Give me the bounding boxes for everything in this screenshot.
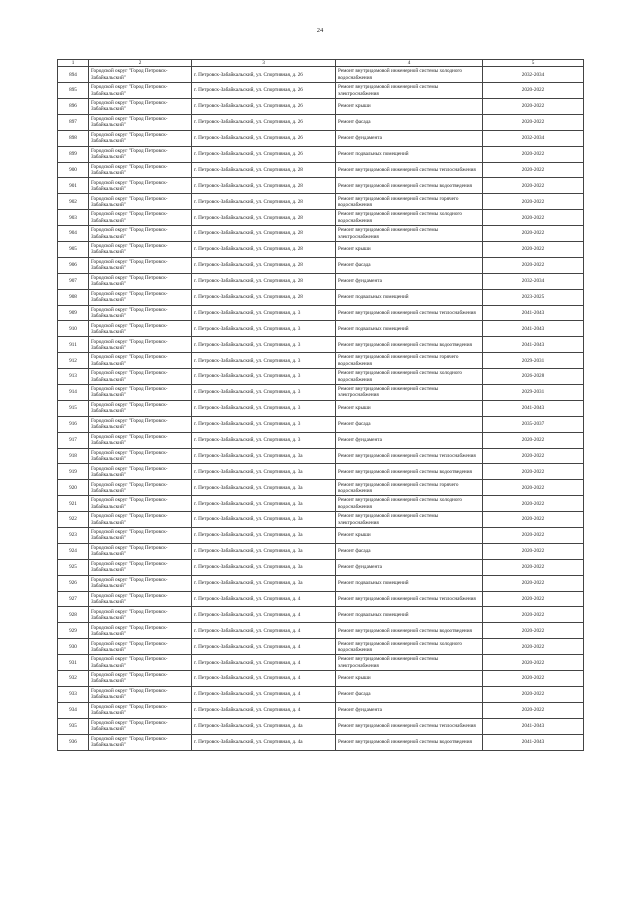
cell-address: г. Петровск-Забайкальский, ул. Спортивная, д. 26 (192, 114, 336, 130)
cell-work-type: Ремонт фундамента (336, 130, 483, 146)
cell-row-number: 922 (58, 512, 89, 528)
cell-period: 2029-2031 (483, 385, 584, 401)
table-row (58, 369, 584, 385)
table-row (58, 528, 584, 544)
cell-period: 2020-2022 (483, 671, 584, 687)
table-row (58, 543, 584, 559)
cell-municipality: Городской округ "Город Петровск-Забайкальский" (89, 83, 192, 99)
cell-municipality: Городской округ "Город Петровск-Забайкальский" (89, 400, 192, 416)
cell-municipality: Городской округ "Город Петровск-Забайкальский" (89, 702, 192, 718)
table-row (58, 686, 584, 702)
cell-row-number: 908 (58, 289, 89, 305)
cell-work-type: Ремонт внутридомовой инженерной системы теплоснабжения (336, 591, 483, 607)
cell-row-number: 913 (58, 369, 89, 385)
cell-work-type: Ремонт внутридомовой инженерной системы водоотведения (336, 623, 483, 639)
cell-work-type: Ремонт фундамента (336, 559, 483, 575)
cell-work-type: Ремонт внутридомовой инженерной системы электроснабжения (336, 83, 483, 99)
table-row (58, 194, 584, 210)
cell-row-number: 900 (58, 162, 89, 178)
cell-row-number: 901 (58, 178, 89, 194)
header-col-5: 5 (483, 60, 584, 67)
cell-work-type: Ремонт фасада (336, 543, 483, 559)
cell-work-type: Ремонт внутридомовой инженерной системы горячего водоснабжения (336, 194, 483, 210)
cell-work-type: Ремонт внутридомовой инженерной системы холодного водоснабжения (336, 67, 483, 83)
cell-work-type: Ремонт внутридомовой инженерной системы холодного водоснабжения (336, 369, 483, 385)
header-col-4: 4 (336, 60, 483, 67)
cell-period: 2023-2025 (483, 289, 584, 305)
cell-municipality: Городской округ "Город Петровск-Забайкальский" (89, 337, 192, 353)
table-row (58, 226, 584, 242)
table-row (58, 162, 584, 178)
cell-address: г. Петровск-Забайкальский, ул. Спортивная, д. 28 (192, 194, 336, 210)
cell-address: г. Петровск-Забайкальский, ул. Спортивная, д. 28 (192, 289, 336, 305)
cell-work-type: Ремонт подвальных помещений (336, 607, 483, 623)
table-row (58, 718, 584, 734)
table-row (58, 512, 584, 528)
cell-address: г. Петровск-Забайкальский, ул. Спортивная, д. 4 (192, 671, 336, 687)
cell-address: г. Петровск-Забайкальский, ул. Спортивная, д. 3 (192, 369, 336, 385)
page-number: 24 (316, 27, 324, 34)
table-row (58, 480, 584, 496)
table-row (58, 655, 584, 671)
cell-row-number: 919 (58, 464, 89, 480)
cell-period: 2020-2022 (483, 194, 584, 210)
cell-municipality: Городской округ "Город Петровск-Забайкальский" (89, 242, 192, 258)
table-row (58, 305, 584, 321)
cell-municipality: Городской округ "Город Петровск-Забайкальский" (89, 671, 192, 687)
cell-address: г. Петровск-Забайкальский, ул. Спортивная, д. 3а (192, 496, 336, 512)
cell-row-number: 910 (58, 321, 89, 337)
cell-period: 2029-2031 (483, 353, 584, 369)
cell-municipality: Городской округ "Город Петровск-Забайкальский" (89, 639, 192, 655)
cell-work-type: Ремонт внутридомовой инженерной системы электроснабжения (336, 655, 483, 671)
cell-municipality: Городской округ "Город Петровск-Забайкальский" (89, 432, 192, 448)
cell-period: 2041-2043 (483, 734, 584, 750)
cell-address: г. Петровск-Забайкальский, ул. Спортивная, д. 3а (192, 543, 336, 559)
cell-address: г. Петровск-Забайкальский, ул. Спортивная, д. 3а (192, 448, 336, 464)
cell-work-type: Ремонт внутридомовой инженерной системы теплоснабжения (336, 305, 483, 321)
cell-work-type: Ремонт крыши (336, 242, 483, 258)
cell-address: г. Петровск-Забайкальский, ул. Спортивная, д. 3а (192, 512, 336, 528)
cell-municipality: Городской округ "Город Петровск-Забайкальский" (89, 114, 192, 130)
cell-address: г. Петровск-Забайкальский, ул. Спортивная, д. 4 (192, 655, 336, 671)
cell-row-number: 904 (58, 226, 89, 242)
table-row (58, 257, 584, 273)
cell-address: г. Петровск-Забайкальский, ул. Спортивная, д. 3 (192, 321, 336, 337)
cell-period: 2032-2034 (483, 67, 584, 83)
cell-municipality: Городской округ "Город Петровск-Забайкальский" (89, 416, 192, 432)
cell-row-number: 928 (58, 607, 89, 623)
table-row (58, 416, 584, 432)
cell-work-type: Ремонт подвальных помещений (336, 289, 483, 305)
cell-municipality: Городской округ "Город Петровск-Забайкальский" (89, 178, 192, 194)
table-row (58, 623, 584, 639)
cell-work-type: Ремонт внутридомовой инженерной системы холодного водоснабжения (336, 210, 483, 226)
cell-work-type: Ремонт крыши (336, 400, 483, 416)
cell-period: 2020-2022 (483, 702, 584, 718)
cell-work-type: Ремонт фундамента (336, 432, 483, 448)
header-col-2: 2 (89, 60, 192, 67)
cell-address: г. Петровск-Забайкальский, ул. Спортивная, д. 26 (192, 67, 336, 83)
cell-row-number: 894 (58, 67, 89, 83)
cell-row-number: 923 (58, 528, 89, 544)
cell-period: 2020-2022 (483, 178, 584, 194)
cell-period: 2020-2022 (483, 114, 584, 130)
cell-row-number: 924 (58, 543, 89, 559)
cell-row-number: 896 (58, 98, 89, 114)
cell-row-number: 918 (58, 448, 89, 464)
cell-row-number: 926 (58, 575, 89, 591)
cell-municipality: Городской округ "Город Петровск-Забайкальский" (89, 289, 192, 305)
cell-row-number: 921 (58, 496, 89, 512)
cell-row-number: 936 (58, 734, 89, 750)
cell-work-type: Ремонт крыши (336, 528, 483, 544)
cell-period: 2020-2022 (483, 83, 584, 99)
header-row (58, 60, 584, 67)
table-row (58, 671, 584, 687)
cell-row-number: 915 (58, 400, 89, 416)
cell-municipality: Городской округ "Город Петровск-Забайкальский" (89, 559, 192, 575)
cell-work-type: Ремонт внутридомовой инженерной системы теплоснабжения (336, 718, 483, 734)
cell-row-number: 934 (58, 702, 89, 718)
cell-municipality: Городской округ "Город Петровск-Забайкальский" (89, 512, 192, 528)
cell-municipality: Городской округ "Город Петровск-Забайкальский" (89, 369, 192, 385)
cell-address: г. Петровск-Забайкальский, ул. Спортивная, д. 4 (192, 702, 336, 718)
cell-period: 2020-2022 (483, 528, 584, 544)
cell-address: г. Петровск-Забайкальский, ул. Спортивная, д. 26 (192, 130, 336, 146)
table-row (58, 559, 584, 575)
cell-work-type: Ремонт внутридомовой инженерной системы холодного водоснабжения (336, 639, 483, 655)
table-row (58, 464, 584, 480)
cell-row-number: 903 (58, 210, 89, 226)
cell-address: г. Петровск-Забайкальский, ул. Спортивная, д. 3 (192, 400, 336, 416)
cell-work-type: Ремонт крыши (336, 98, 483, 114)
cell-period: 2020-2022 (483, 559, 584, 575)
table-row (58, 496, 584, 512)
cell-period: 2020-2022 (483, 496, 584, 512)
cell-address: г. Петровск-Забайкальский, ул. Спортивная, д. 26 (192, 146, 336, 162)
cell-work-type: Ремонт внутридомовой инженерной системы теплоснабжения (336, 162, 483, 178)
cell-work-type: Ремонт внутридомовой инженерной системы водоотведения (336, 337, 483, 353)
cell-row-number: 925 (58, 559, 89, 575)
cell-municipality: Городской округ "Город Петровск-Забайкальский" (89, 718, 192, 734)
table-row (58, 130, 584, 146)
cell-period: 2020-2022 (483, 464, 584, 480)
cell-row-number: 931 (58, 655, 89, 671)
cell-work-type: Ремонт крыши (336, 671, 483, 687)
cell-municipality: Городской округ "Город Петровск-Забайкальский" (89, 734, 192, 750)
cell-period: 2020-2022 (483, 226, 584, 242)
cell-address: г. Петровск-Забайкальский, ул. Спортивная, д. 4 (192, 591, 336, 607)
table-row (58, 242, 584, 258)
cell-work-type: Ремонт подвальных помещений (336, 146, 483, 162)
cell-row-number: 897 (58, 114, 89, 130)
table-row (58, 607, 584, 623)
cell-period: 2032-2034 (483, 130, 584, 146)
table-row (58, 114, 584, 130)
cell-row-number: 902 (58, 194, 89, 210)
cell-municipality: Городской округ "Город Петровск-Забайкальский" (89, 448, 192, 464)
cell-municipality: Городской округ "Город Петровск-Забайкальский" (89, 623, 192, 639)
cell-municipality: Городской округ "Город Петровск-Забайкальский" (89, 607, 192, 623)
cell-period: 2020-2022 (483, 686, 584, 702)
cell-municipality: Городской округ "Город Петровск-Забайкальский" (89, 575, 192, 591)
cell-work-type: Ремонт фундамента (336, 702, 483, 718)
cell-work-type: Ремонт внутридомовой инженерной системы водоотведения (336, 734, 483, 750)
cell-address: г. Петровск-Забайкальский, ул. Спортивная, д. 26 (192, 98, 336, 114)
cell-period: 2020-2022 (483, 575, 584, 591)
cell-address: г. Петровск-Забайкальский, ул. Спортивная, д. 26 (192, 83, 336, 99)
cell-work-type: Ремонт фасада (336, 257, 483, 273)
cell-municipality: Городской округ "Город Петровск-Забайкальский" (89, 385, 192, 401)
cell-municipality: Городской округ "Город Петровск-Забайкальский" (89, 686, 192, 702)
table-row (58, 83, 584, 99)
cell-row-number: 916 (58, 416, 89, 432)
cell-address: г. Петровск-Забайкальский, ул. Спортивная, д. 3а (192, 575, 336, 591)
cell-municipality: Городской округ "Город Петровск-Забайкальский" (89, 321, 192, 337)
table-row (58, 353, 584, 369)
table-row (58, 448, 584, 464)
cell-period: 2041-2043 (483, 321, 584, 337)
cell-address: г. Петровск-Забайкальский, ул. Спортивная, д. 3 (192, 353, 336, 369)
cell-address: г. Петровск-Забайкальский, ул. Спортивная, д. 28 (192, 257, 336, 273)
cell-municipality: Городской округ "Город Петровск-Забайкальский" (89, 496, 192, 512)
cell-row-number: 911 (58, 337, 89, 353)
cell-period: 2020-2022 (483, 210, 584, 226)
cell-municipality: Городской округ "Город Петровск-Забайкальский" (89, 226, 192, 242)
cell-period: 2020-2022 (483, 242, 584, 258)
table-row (58, 400, 584, 416)
table-row (58, 289, 584, 305)
cell-address: г. Петровск-Забайкальский, ул. Спортивная, д. 28 (192, 210, 336, 226)
cell-address: г. Петровск-Забайкальский, ул. Спортивная, д. 4 (192, 607, 336, 623)
table-row (58, 321, 584, 337)
cell-address: г. Петровск-Забайкальский, ул. Спортивная, д. 3 (192, 416, 336, 432)
cell-period: 2041-2043 (483, 400, 584, 416)
cell-municipality: Городской округ "Город Петровск-Забайкальский" (89, 257, 192, 273)
cell-work-type: Ремонт подвальных помещений (336, 575, 483, 591)
cell-address: г. Петровск-Забайкальский, ул. Спортивная, д. 4 (192, 623, 336, 639)
cell-address: г. Петровск-Забайкальский, ул. Спортивная, д. 3 (192, 385, 336, 401)
cell-work-type: Ремонт внутридомовой инженерной системы водоотведения (336, 464, 483, 480)
cell-work-type: Ремонт внутридомовой инженерной системы электроснабжения (336, 226, 483, 242)
cell-municipality: Городской округ "Город Петровск-Забайкальский" (89, 67, 192, 83)
cell-work-type: Ремонт фасада (336, 416, 483, 432)
cell-work-type: Ремонт фасада (336, 686, 483, 702)
cell-row-number: 906 (58, 257, 89, 273)
cell-address: г. Петровск-Забайкальский, ул. Спортивная, д. 28 (192, 242, 336, 258)
cell-period: 2020-2022 (483, 639, 584, 655)
cell-period: 2020-2022 (483, 146, 584, 162)
cell-row-number: 920 (58, 480, 89, 496)
cell-row-number: 905 (58, 242, 89, 258)
cell-row-number: 898 (58, 130, 89, 146)
cell-municipality: Городской округ "Город Петровск-Забайкальский" (89, 591, 192, 607)
cell-municipality: Городской округ "Город Петровск-Забайкальский" (89, 528, 192, 544)
table-row (58, 734, 584, 750)
header-col-1: 1 (58, 60, 89, 67)
cell-municipality: Городской округ "Город Петровск-Забайкальский" (89, 655, 192, 671)
cell-address: г. Петровск-Забайкальский, ул. Спортивная, д. 4а (192, 734, 336, 750)
cell-work-type: Ремонт внутридомовой инженерной системы горячего водоснабжения (336, 480, 483, 496)
cell-address: г. Петровск-Забайкальский, ул. Спортивная, д. 3 (192, 337, 336, 353)
cell-address: г. Петровск-Забайкальский, ул. Спортивная, д. 3а (192, 480, 336, 496)
cell-address: г. Петровск-Забайкальский, ул. Спортивная, д. 28 (192, 226, 336, 242)
cell-period: 2020-2022 (483, 257, 584, 273)
cell-address: г. Петровск-Забайкальский, ул. Спортивная, д. 28 (192, 273, 336, 289)
table-row (58, 146, 584, 162)
cell-row-number: 914 (58, 385, 89, 401)
cell-address: г. Петровск-Забайкальский, ул. Спортивная, д. 3а (192, 528, 336, 544)
cell-period: 2020-2022 (483, 448, 584, 464)
cell-period: 2020-2022 (483, 623, 584, 639)
cell-address: г. Петровск-Забайкальский, ул. Спортивная, д. 3 (192, 305, 336, 321)
cell-work-type: Ремонт фасада (336, 114, 483, 130)
cell-municipality: Городской округ "Город Петровск-Забайкальский" (89, 464, 192, 480)
cell-row-number: 932 (58, 671, 89, 687)
cell-period: 2026-2028 (483, 369, 584, 385)
cell-municipality: Городской округ "Город Петровск-Забайкальский" (89, 146, 192, 162)
cell-address: г. Петровск-Забайкальский, ул. Спортивная, д. 4а (192, 718, 336, 734)
table-row (58, 385, 584, 401)
cell-row-number: 907 (58, 273, 89, 289)
table-row (58, 702, 584, 718)
cell-row-number: 895 (58, 83, 89, 99)
cell-municipality: Городской округ "Город Петровск-Забайкальский" (89, 543, 192, 559)
cell-row-number: 899 (58, 146, 89, 162)
cell-period: 2020-2022 (483, 591, 584, 607)
table-row (58, 591, 584, 607)
cell-period: 2020-2022 (483, 98, 584, 114)
cell-period: 2020-2022 (483, 432, 584, 448)
cell-municipality: Городской округ "Город Петровск-Забайкальский" (89, 480, 192, 496)
cell-work-type: Ремонт подвальных помещений (336, 321, 483, 337)
cell-period: 2020-2022 (483, 480, 584, 496)
table-row (58, 98, 584, 114)
cell-municipality: Городской округ "Город Петровск-Забайкальский" (89, 353, 192, 369)
cell-address: г. Петровск-Забайкальский, ул. Спортивная, д. 3а (192, 559, 336, 575)
cell-row-number: 929 (58, 623, 89, 639)
cell-period: 2020-2022 (483, 543, 584, 559)
cell-row-number: 927 (58, 591, 89, 607)
cell-period: 2020-2022 (483, 607, 584, 623)
cell-period: 2035-2037 (483, 416, 584, 432)
table-row (58, 178, 584, 194)
cell-period: 2032-2034 (483, 273, 584, 289)
cell-period: 2041-2043 (483, 305, 584, 321)
cell-period: 2020-2022 (483, 162, 584, 178)
cell-municipality: Городской округ "Город Петровск-Забайкальский" (89, 130, 192, 146)
cell-address: г. Петровск-Забайкальский, ул. Спортивная, д. 4 (192, 639, 336, 655)
cell-address: г. Петровск-Забайкальский, ул. Спортивная, д. 28 (192, 178, 336, 194)
cell-work-type: Ремонт внутридомовой инженерной системы горячего водоснабжения (336, 353, 483, 369)
table-row (58, 67, 584, 83)
cell-address: г. Петровск-Забайкальский, ул. Спортивная, д. 3 (192, 432, 336, 448)
cell-row-number: 909 (58, 305, 89, 321)
table-row (58, 210, 584, 226)
cell-work-type: Ремонт внутридомовой инженерной системы электроснабжения (336, 512, 483, 528)
cell-period: 2041-2043 (483, 718, 584, 734)
cell-municipality: Городской округ "Город Петровск-Забайкальский" (89, 273, 192, 289)
table-row (58, 575, 584, 591)
cell-row-number: 933 (58, 686, 89, 702)
cell-row-number: 917 (58, 432, 89, 448)
table-row (58, 337, 584, 353)
cell-address: г. Петровск-Забайкальский, ул. Спортивная, д. 3а (192, 464, 336, 480)
cell-work-type: Ремонт внутридомовой инженерной системы теплоснабжения (336, 448, 483, 464)
cell-address: г. Петровск-Забайкальский, ул. Спортивная, д. 28 (192, 162, 336, 178)
cell-municipality: Городской округ "Город Петровск-Забайкальский" (89, 305, 192, 321)
cell-work-type: Ремонт внутридомовой инженерной системы электроснабжения (336, 385, 483, 401)
cell-municipality: Городской округ "Город Петровск-Забайкальский" (89, 162, 192, 178)
cell-period: 2020-2022 (483, 655, 584, 671)
cell-work-type: Ремонт внутридомовой инженерной системы водоотведения (336, 178, 483, 194)
header-col-3: 3 (192, 60, 336, 67)
table-row (58, 273, 584, 289)
cell-municipality: Городской округ "Город Петровск-Забайкальский" (89, 98, 192, 114)
table-row (58, 432, 584, 448)
cell-period: 2020-2022 (483, 512, 584, 528)
cell-row-number: 935 (58, 718, 89, 734)
cell-municipality: Городской округ "Город Петровск-Забайкальский" (89, 194, 192, 210)
repair-schedule-table (57, 59, 584, 751)
cell-work-type: Ремонт фундамента (336, 273, 483, 289)
cell-work-type: Ремонт внутридомовой инженерной системы холодного водоснабжения (336, 496, 483, 512)
cell-period: 2041-2043 (483, 337, 584, 353)
cell-address: г. Петровск-Забайкальский, ул. Спортивная, д. 4 (192, 686, 336, 702)
cell-municipality: Городской округ "Город Петровск-Забайкальский" (89, 210, 192, 226)
cell-row-number: 930 (58, 639, 89, 655)
cell-row-number: 912 (58, 353, 89, 369)
table-row (58, 639, 584, 655)
